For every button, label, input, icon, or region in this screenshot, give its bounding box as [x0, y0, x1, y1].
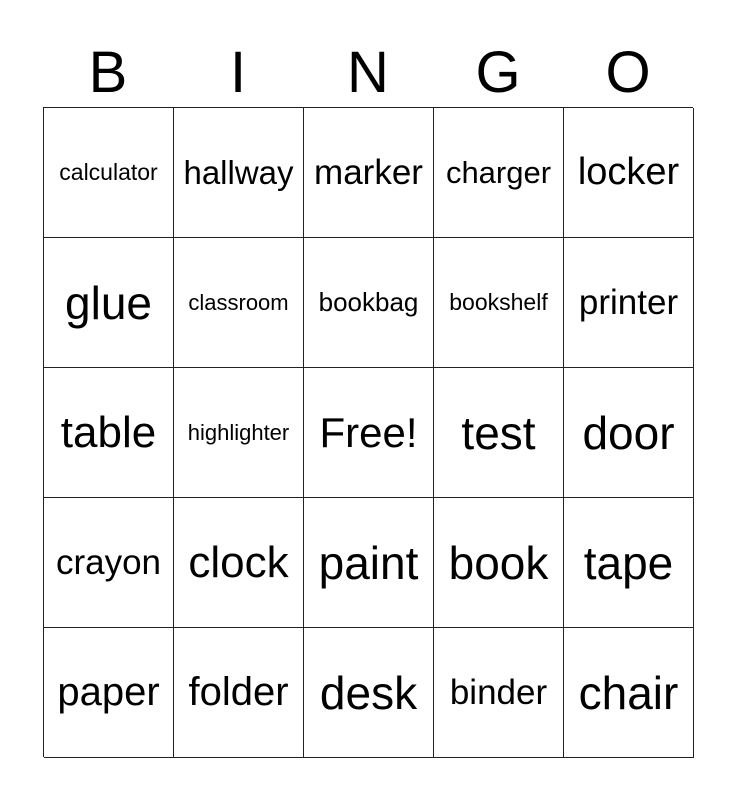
bingo-cell[interactable] — [434, 628, 564, 758]
bingo-cell[interactable] — [174, 368, 304, 498]
bingo-cell[interactable] — [44, 368, 174, 498]
cell-word: charger — [445, 154, 552, 190]
cell-word: bookshelf — [449, 289, 548, 315]
cell-word: door — [582, 406, 675, 459]
cell-word: hallway — [183, 153, 294, 191]
free-space-label: Free! — [319, 408, 418, 456]
header-letter-g: G — [475, 40, 521, 105]
cell-word: chair — [578, 666, 679, 719]
cell-word: binder — [449, 672, 548, 712]
cell-word: printer — [578, 282, 679, 322]
cell-word: glue — [65, 276, 152, 329]
bingo-cell[interactable] — [304, 238, 434, 368]
bingo-cell[interactable] — [44, 238, 174, 368]
cell-word: clock — [188, 537, 289, 587]
cell-word: desk — [319, 666, 418, 719]
bingo-cell[interactable] — [174, 628, 304, 758]
bingo-cell[interactable] — [434, 368, 564, 498]
bingo-header — [43, 40, 693, 106]
cell-word: paint — [318, 536, 419, 589]
bingo-cell[interactable] — [564, 108, 694, 238]
cell-word: marker — [314, 152, 423, 192]
bingo-cell[interactable] — [304, 498, 434, 628]
bingo-cell-free-space[interactable] — [304, 368, 434, 498]
header-letter-n: N — [347, 40, 389, 105]
bingo-cell[interactable] — [434, 238, 564, 368]
bingo-cell[interactable] — [304, 108, 434, 238]
cell-word: folder — [188, 670, 289, 714]
bingo-cell[interactable] — [564, 368, 694, 498]
cell-word: bookbag — [318, 287, 419, 317]
bingo-cell[interactable] — [174, 498, 304, 628]
bingo-cell[interactable] — [174, 238, 304, 368]
bingo-card-grid — [43, 107, 693, 757]
bingo-cell[interactable] — [304, 628, 434, 758]
cell-word: locker — [577, 151, 680, 193]
bingo-cell[interactable] — [564, 498, 694, 628]
cell-word: classroom — [188, 289, 289, 315]
cell-word: test — [461, 406, 536, 459]
header-letter-o: O — [605, 40, 651, 105]
bingo-cell[interactable] — [434, 108, 564, 238]
cell-word: crayon — [55, 542, 162, 582]
bingo-cell[interactable] — [434, 498, 564, 628]
cell-word: book — [448, 536, 549, 589]
cell-word: tape — [583, 536, 674, 589]
bingo-cell[interactable] — [564, 628, 694, 758]
bingo-cell[interactable] — [44, 108, 174, 238]
bingo-cell[interactable] — [564, 238, 694, 368]
cell-word: calculator — [59, 159, 158, 185]
bingo-cell[interactable] — [44, 628, 174, 758]
bingo-cell[interactable] — [44, 498, 174, 628]
header-letter-b: B — [88, 40, 128, 105]
header-letter-i: I — [229, 40, 247, 105]
cell-word: paper — [57, 670, 160, 714]
cell-word: highlighter — [187, 419, 290, 445]
bingo-cell[interactable] — [174, 108, 304, 238]
cell-word: table — [60, 407, 157, 457]
